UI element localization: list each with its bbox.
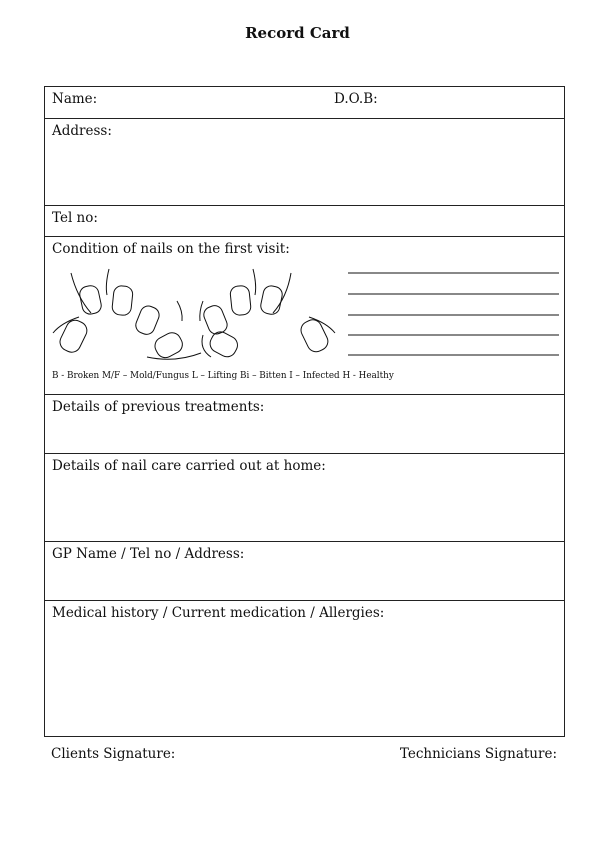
medical-row (45, 601, 564, 736)
gp-label: GP Name / Tel no / Address: (52, 546, 245, 562)
home-care-label: Details of nail care carried out at home: (52, 458, 326, 474)
previous-treatments-row (45, 395, 564, 454)
dob-label: D.O.B: (334, 91, 378, 107)
address-label: Address: (52, 123, 112, 139)
record-card-form (44, 86, 565, 737)
address-row (45, 119, 564, 206)
technician-signature-label: Technicians Signature: (399, 746, 557, 762)
hands-nails-diagram-icon (51, 265, 561, 365)
home-care-row (45, 454, 564, 542)
client-signature-label: Clients Signature: (51, 746, 176, 762)
name-label: Name: (52, 91, 98, 107)
gp-row (45, 542, 564, 601)
tel-label: Tel no: (52, 210, 98, 226)
page-title: Record Card (245, 24, 350, 42)
tel-row (45, 206, 564, 237)
condition-legend: B - Broken M/F – Mold/Fungus L – Lifting Bi – Bitten I – Infected H - Healthy (52, 371, 394, 381)
name-row (45, 87, 564, 119)
condition-label: Condition of nails on the first visit: (52, 241, 290, 257)
previous-treatments-label: Details of previous treatments: (52, 399, 265, 415)
condition-row (45, 237, 564, 395)
medical-label: Medical history / Current medication / Allergies: (52, 605, 385, 621)
